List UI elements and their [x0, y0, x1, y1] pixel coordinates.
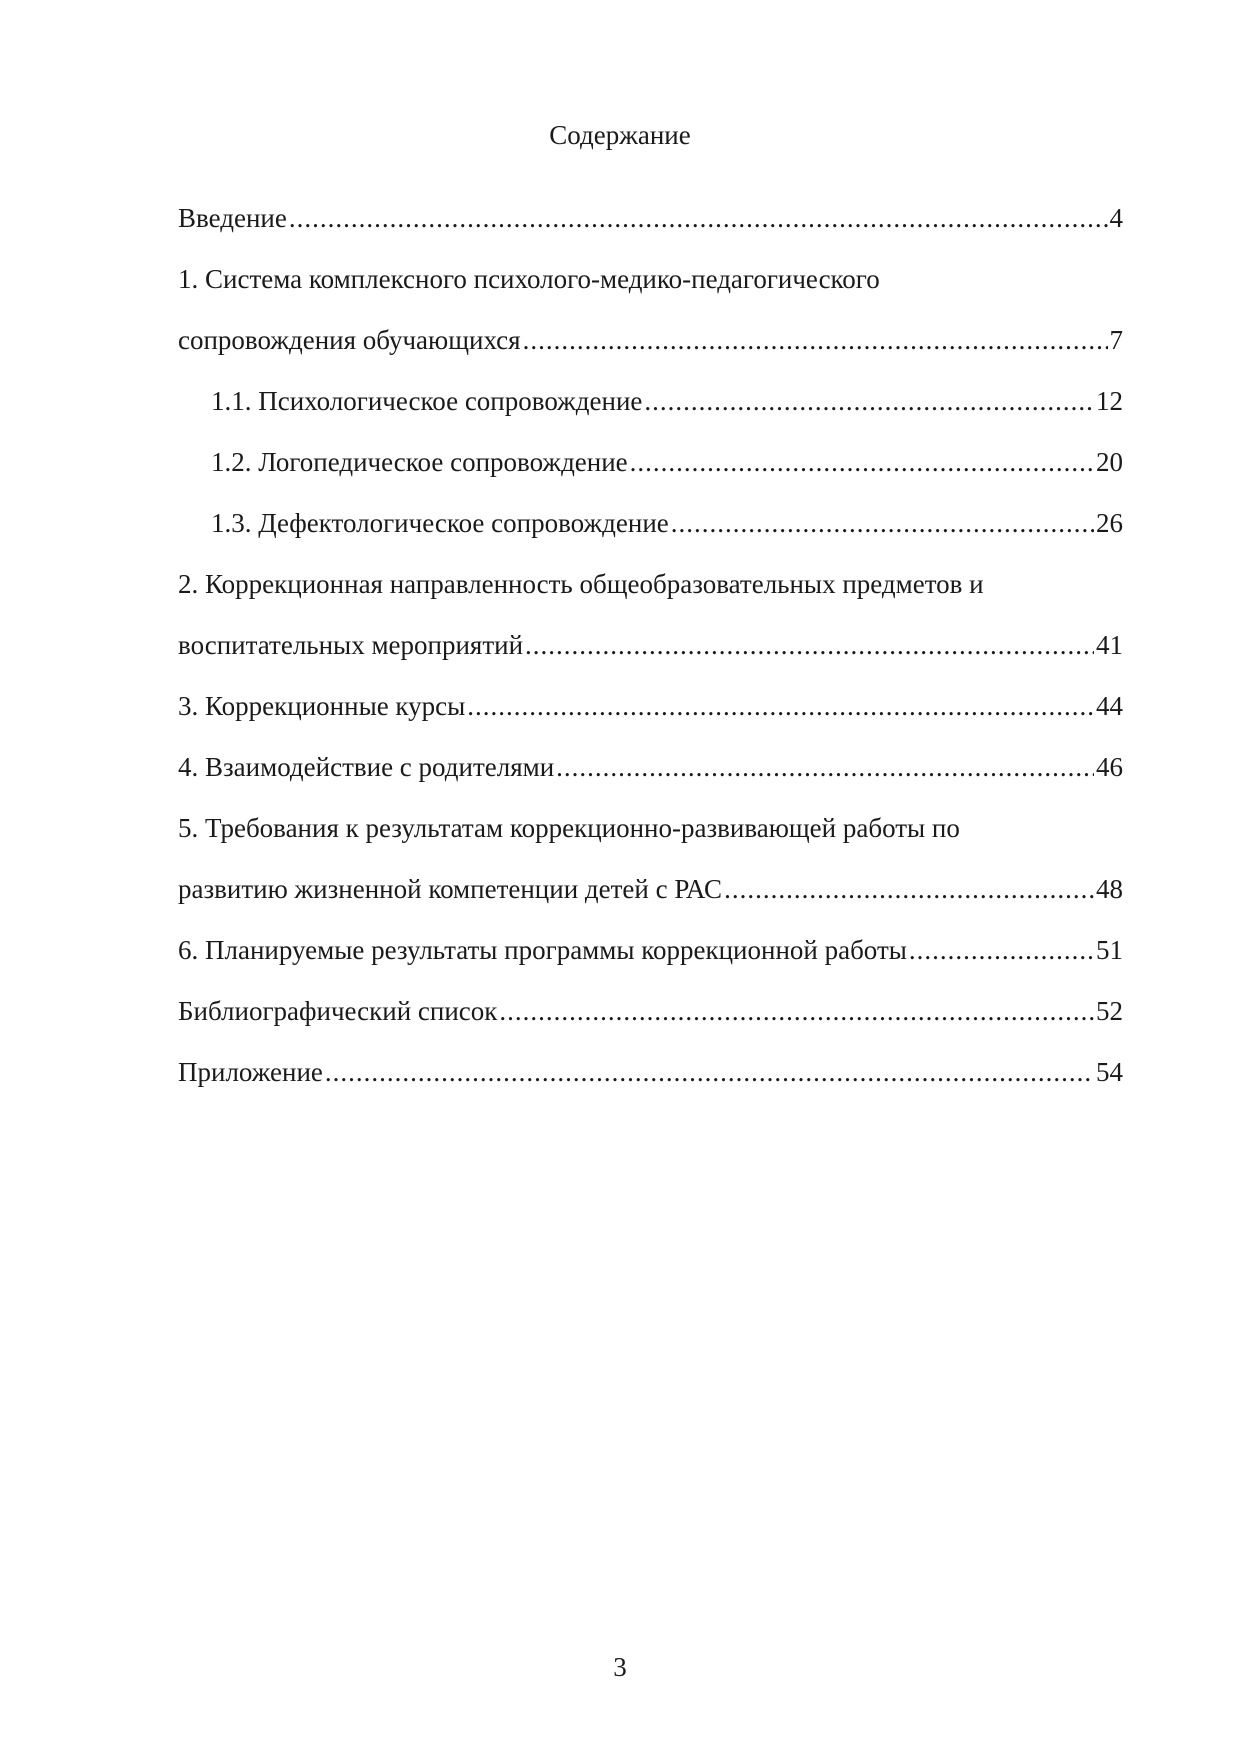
dot-leader: [630, 432, 1094, 493]
table-of-contents: [178, 188, 1123, 1103]
toc-entry-introduction[interactable]: [178, 188, 1123, 249]
toc-entry-page: 26: [1096, 508, 1123, 538]
toc-entry-section-1[interactable]: [178, 249, 1123, 371]
toc-entry-title: Приложение: [178, 1057, 323, 1087]
toc-entry-page: 54: [1096, 1057, 1123, 1087]
toc-entry-section-3[interactable]: [178, 676, 1123, 737]
dot-leader: [671, 493, 1094, 554]
toc-entry-page: 46: [1096, 752, 1123, 782]
toc-entry-section-1-3[interactable]: [178, 493, 1123, 554]
toc-entry-title: развитию жизненной компетенции детей с РАС: [178, 874, 723, 904]
page-number: 3: [613, 1652, 627, 1682]
toc-entry-title: 4. Взаимодействие с родителями: [178, 752, 555, 782]
dot-leader: [523, 310, 1108, 371]
dot-leader: [467, 676, 1094, 737]
toc-entry-page: 52: [1096, 996, 1123, 1026]
toc-entry-title: 1.2. Логопедическое сопровождение: [211, 447, 628, 477]
toc-entry-section-1-2[interactable]: [178, 432, 1123, 493]
toc-entry-appendix[interactable]: [178, 1042, 1123, 1103]
dot-leader: [499, 981, 1094, 1042]
toc-entry-title: 3. Коррекционные курсы: [178, 691, 466, 721]
dot-leader: [289, 188, 1108, 249]
toc-entry-title: 6. Планируемые результаты программы коррекционной работы: [178, 935, 907, 965]
toc-entry-page: 20: [1096, 447, 1123, 477]
toc-entry-section-5[interactable]: [178, 798, 1123, 920]
dot-leader: [644, 371, 1094, 432]
toc-entry-title: Введение: [178, 203, 287, 233]
toc-entry-page: 41: [1096, 630, 1123, 660]
toc-entry-bibliography[interactable]: [178, 981, 1123, 1042]
toc-entry-page: 7: [1109, 325, 1123, 355]
toc-entry-page: 44: [1096, 691, 1123, 721]
toc-entry-title-line: 1. Система комплексного психолого-медико-педагогического: [178, 264, 880, 294]
page-title: Содержание: [549, 120, 691, 150]
toc-entry-title-line: 2. Коррекционная направленность общеобразовательных предметов и: [178, 569, 984, 599]
dot-leader: [724, 859, 1094, 920]
dot-leader: [556, 737, 1094, 798]
toc-entry-section-1-1[interactable]: [178, 371, 1123, 432]
toc-entry-page: 51: [1096, 935, 1123, 965]
toc-entry-title: сопровождения обучающихся: [178, 325, 521, 355]
toc-entry-title-line: 5. Требования к результатам коррекционно-развивающей работы по: [178, 813, 960, 843]
toc-entry-section-2[interactable]: [178, 554, 1123, 676]
toc-entry-title: 1.1. Психологическое сопровождение: [211, 386, 643, 416]
dot-leader: [909, 920, 1094, 981]
dot-leader: [525, 615, 1094, 676]
toc-entry-section-4[interactable]: [178, 737, 1123, 798]
toc-entry-title: воспитательных мероприятий: [178, 630, 524, 660]
toc-entry-section-6[interactable]: [178, 920, 1123, 981]
dot-leader: [325, 1042, 1094, 1103]
toc-entry-title: 1.3. Дефектологическое сопровождение: [211, 508, 669, 538]
toc-entry-page: 12: [1096, 386, 1123, 416]
toc-entry-page: 4: [1109, 203, 1123, 233]
toc-entry-page: 48: [1096, 874, 1123, 904]
toc-entry-title: Библиографический список: [178, 996, 498, 1026]
